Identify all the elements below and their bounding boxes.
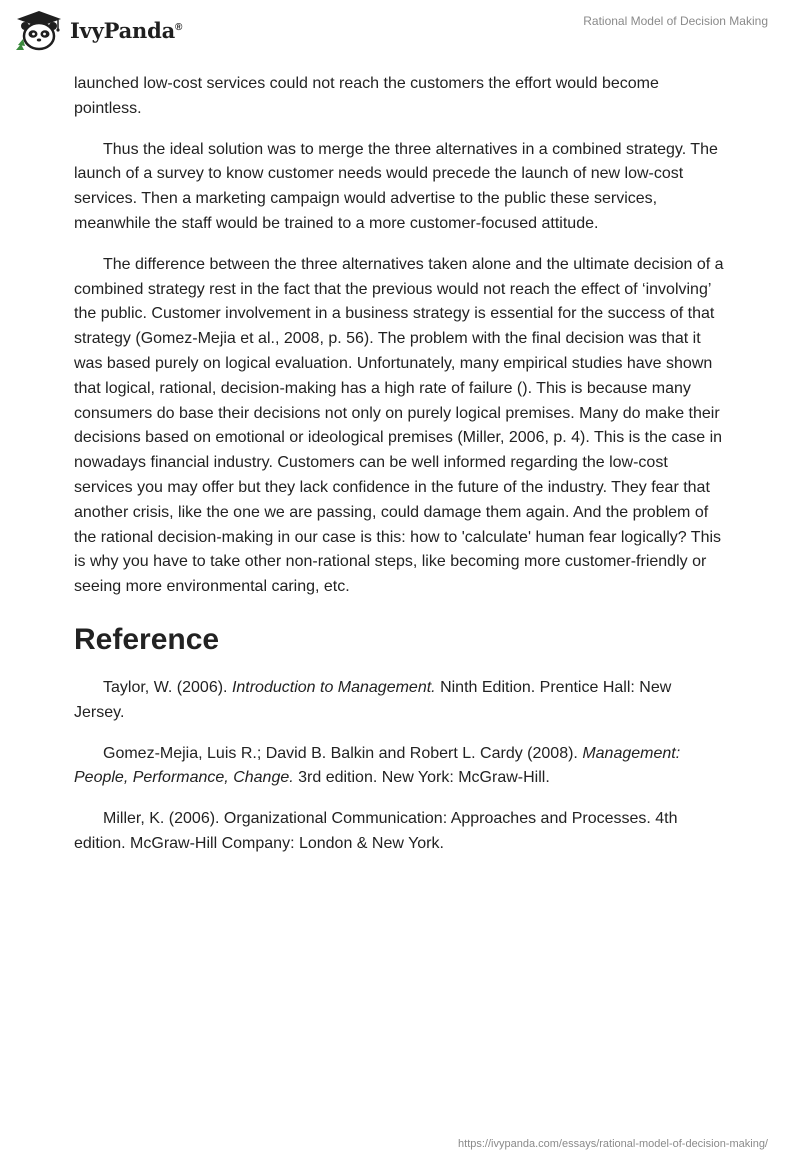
paragraph-continuation: launched low-cost services could not reach the customers the effort would become pointless. [74,75,659,117]
paragraph-ideal-solution: Thus the ideal solution was to merge the three alternatives in a combined strategy. The launch of a survey to know customer needs would precede the launch of new low-cost services. Then a marketing campaign would advertise to the public these services, meanwhile the staff would be trained to a more customer-focused attitude. [74,140,718,232]
ivypanda-logo[interactable] [14,9,182,51]
page-header [0,0,800,60]
panda-logo-icon [14,9,64,51]
registered-mark: ® [175,21,183,33]
essay-content [74,72,724,873]
reference-item-gomez-mejia: Gomez-Mejia, Luis R.; David B. Balkin and Robert L. Cardy (2008). Management: People, Performance, Change. 3rd edition. New York: McGraw-Hill. [74,744,681,787]
paragraph-difference: The difference between the three alternatives taken alone and the ultimate decision of a combined strategy rest in the fact that the previous would not reach the effect of ‘involving’ the public. Customer involvement in a business strategy is essential for the success of that strategy (Gomez-Mejia et al., 2008, p. 56). The problem with the final decision was that it was based purely on logical evaluation. Unfortunately, many empirical studies have shown that logical, rational, decision-making has a high rate of failure (). This is because many consumers do base their decisions not only on purely logical premises. Many do make their decisions based on emotional or ideological premises (Miller, 2006, p. 4). This is the case in nowadays financial industry. Customers can be well informed regarding the low-cost services you may offer but they lack confidence in the future of the industry. They fear that another crisis, like the one we are passing, could damage them again. And the problem of the rational decision-making in our case is this: how to 'calculate' human fear logically? This is why you have to take other non-rational steps, like becoming more customer-friendly or seeing more environmental caring, etc. [74,255,724,596]
reference-item-taylor: Taylor, W. (2006). Introduction to Management. Ninth Edition. Prentice Hall: New Jersey. [74,678,672,721]
reference-item-miller: Miller, K. (2006). Organizational Communication: Approaches and Processes. 4th edition. McGraw-Hill Company: London & New York. [74,810,678,852]
reference-heading: Reference [74,622,220,656]
footer-url[interactable]: https://ivypanda.com/essays/rational-model-of-decision-making/ [458,1138,768,1150]
brand-name: IvyPanda® [70,17,183,43]
page-header-title: Rational Model of Decision Making [583,14,768,28]
